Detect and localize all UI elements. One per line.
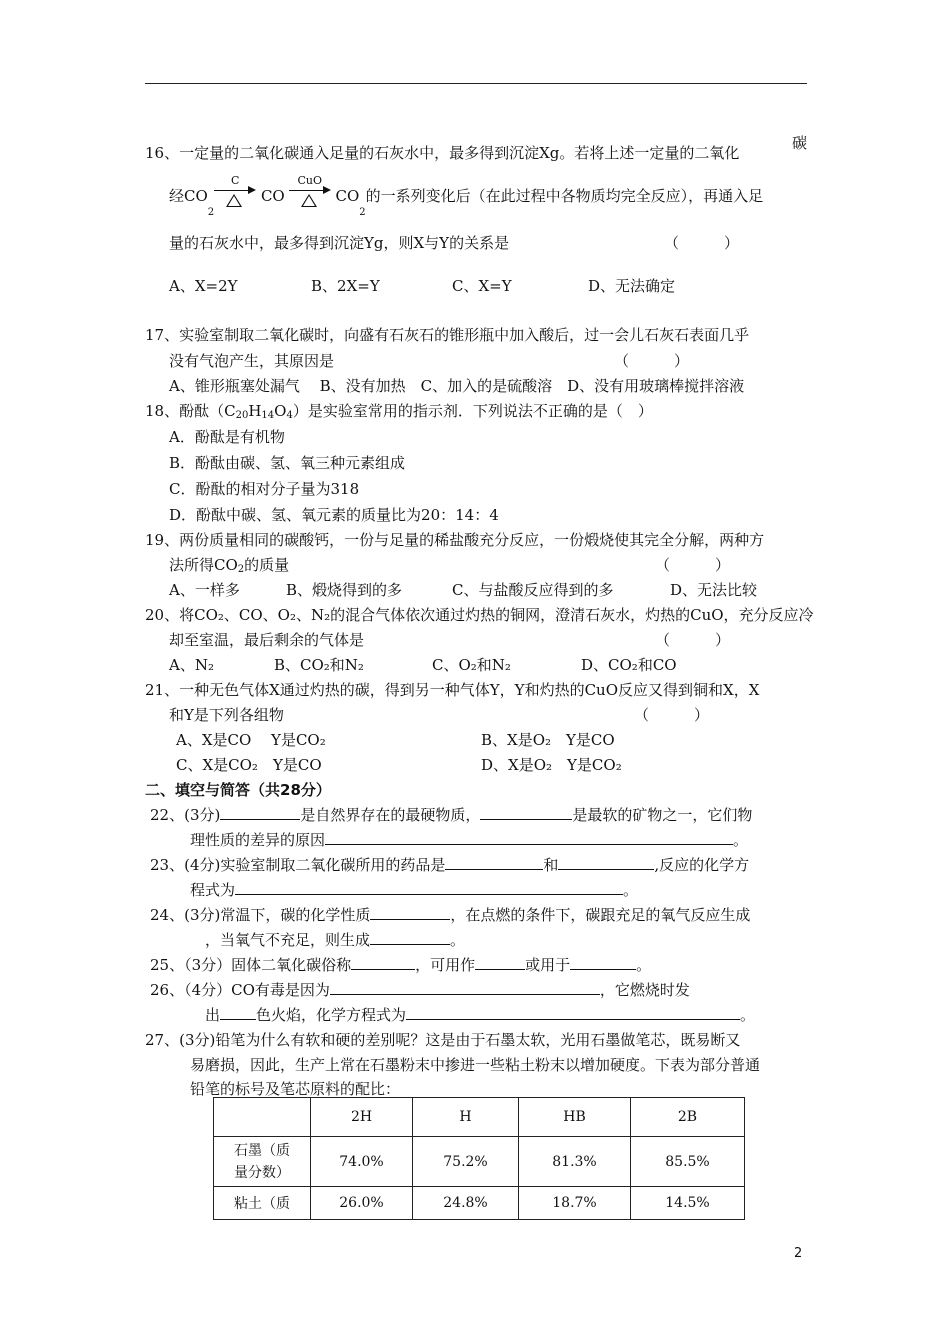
blank[interactable] (475, 955, 525, 970)
q26-line2: 出 色火焰，化学方程式为 。 (205, 1006, 756, 1024)
q23-line1: 23、(4分)实验室制取二氧化碳所用的药品是 和 ,反应的化学方 (150, 856, 750, 874)
q16-line1-end: 碳 (792, 134, 808, 152)
q17-line2: 没有气泡产生，其原因是 (169, 352, 335, 370)
q19-paren: （ ） (655, 556, 731, 574)
table-cell: 85.5% (631, 1137, 745, 1187)
q18-option-d: D．酚酞中碳、氢、氧元素的质量比为20：14：4 (169, 506, 499, 524)
blank[interactable] (570, 955, 636, 970)
q24-line1: 24、(3分)常温下，碳的化学性质 ，在点燃的条件下，碳跟充足的氧气反应生成 (150, 906, 751, 924)
table-cell: 75.2% (413, 1137, 519, 1187)
q23-line2: 程式为 。 (190, 881, 639, 899)
table-row-label: 粘土（质 (214, 1187, 311, 1220)
table-header-cell: H (413, 1098, 519, 1137)
q18-line1: 18、酚酞$(C_{20}H_{14}O_4)$是实验室常用的指示剂．下列说法不正确的是（ ） (145, 402, 653, 421)
blank[interactable] (480, 805, 572, 820)
blank[interactable] (325, 830, 733, 845)
q17-paren: （ ） (614, 352, 690, 370)
q24-line2: ，当氧气不充足，则生成 。 (205, 931, 466, 949)
q16-line1: 16、一定量的二氧化碳通入足量的石灰水中，最多得到沉淀Xg。若将上述一定量的二氧化 (145, 144, 740, 162)
table-header-cell: 2H (311, 1098, 413, 1137)
page-number: 2 (794, 1246, 803, 1261)
table-cell: 74.0% (311, 1137, 413, 1187)
blank[interactable] (330, 980, 600, 995)
q20-paren: （ ） (655, 631, 731, 649)
table-header-cell: HB (519, 1098, 631, 1137)
q16-line2: 经$CO_2$ C CO CuO $CO_2$的一系列变化后（在此过程中各物质均完全反应），再通入足 (169, 174, 764, 218)
q21-option-b: B、X是O₂ Y是CO (481, 731, 615, 749)
blank[interactable] (445, 855, 543, 870)
q19-line2: 法所得$CO_2$的质量 (169, 556, 290, 575)
arrow-c-heat: C (214, 185, 256, 207)
arrow-cuo-heat: CuO (289, 185, 331, 207)
q21-paren: （ ） (634, 706, 710, 724)
q22-line2: 理性质的差异的原因 。 (190, 831, 749, 849)
q19-option-a: A、一样多 (169, 581, 240, 599)
q26-line1: 26、（4分）CO有毒是因为 ，它燃烧时发 (150, 981, 690, 999)
q20-option-a: A、N₂ (169, 656, 214, 674)
table-cell: 81.3% (519, 1137, 631, 1187)
blank[interactable] (370, 905, 450, 920)
table-row-label: 石墨（质 量分数） (214, 1137, 311, 1187)
q27-line1: 27、(3分)铅笔为什么有软和硬的差别呢？这是由于石墨太软，光用石墨做笔芯，既易断又 (145, 1031, 741, 1049)
q20-line2: 却至室温，最后剩余的气体是 (169, 631, 365, 649)
q16-option-a: A、X=2Y (169, 277, 238, 295)
q16-line3: 量的石灰水中，最多得到沉淀Yg，则X与Y的关系是 (169, 234, 510, 252)
table-header-cell (214, 1098, 311, 1137)
blank[interactable] (220, 805, 300, 820)
q16-option-b: B、2X=Y (311, 277, 380, 295)
q16-option-d: D、无法确定 (588, 277, 676, 295)
pencil-ratio-table (213, 1097, 745, 1220)
q21-line2: 和Y是下列各组物 (169, 706, 284, 724)
q20-option-b: B、CO₂和N₂ (274, 656, 364, 674)
q20-line1: 20、将CO₂、CO、O₂、N₂的混合气体依次通过灼热的铜网，澄清石灰水，灼热的CuO，充分反应冷 (145, 606, 814, 624)
header-rule (145, 83, 807, 84)
q17-options: A、锥形瓶塞处漏气 B、没有加热 C、加入的是硫酸溶 D、没有用玻璃棒搅拌溶液 (169, 377, 745, 395)
table-cell: 18.7% (519, 1187, 631, 1220)
blank[interactable] (351, 955, 415, 970)
q21-option-d: D、X是O₂ Y是CO₂ (481, 756, 622, 774)
q19-option-c: C、与盐酸反应得到的多 (452, 581, 614, 599)
q19-option-b: B、煅烧得到的多 (286, 581, 403, 599)
table-row (214, 1137, 745, 1187)
q27-line2: 易磨损，因此，生产上常在石墨粉末中掺进一些粘土粉末以增加硬度。下表为部分普通 (190, 1056, 761, 1074)
q21-line1: 21、一种无色气体X通过灼热的碳，得到另一种气体Y，Y和灼热的CuO反应又得到铜和X，X (145, 681, 760, 699)
q16-paren: （ ） (664, 234, 740, 252)
q22-line1: 22、(3分) 是自然界存在的最硬物质， 是最软的矿物之一，它们物 (150, 806, 753, 824)
table-cell: 24.8% (413, 1187, 519, 1220)
table-header-cell: 2B (631, 1098, 745, 1137)
q16-option-c: C、X=Y (452, 277, 512, 295)
q21-option-a: A、X是CO Y是CO₂ (176, 731, 326, 749)
q19-option-d: D、无法比较 (670, 581, 758, 599)
table-cell: 26.0% (311, 1187, 413, 1220)
q25-line1: 25、（3分）固体二氧化碳俗称 ，可用作 或用于 。 (150, 956, 652, 974)
q18-option-b: B．酚酞由碳、氢、氧三种元素组成 (169, 454, 406, 472)
table-cell: 14.5% (631, 1187, 745, 1220)
q18-option-c: C．酚酞的相对分子量为318 (169, 480, 360, 498)
table-header-row (214, 1098, 745, 1137)
q17-line1: 17、实验室制取二氧化碳时，向盛有石灰石的锥形瓶中加入酸后，过一会儿石灰石表面几乎 (145, 326, 750, 344)
q20-option-d: D、CO₂和CO (581, 656, 677, 674)
q21-option-c: C、X是CO₂ Y是CO (176, 756, 322, 774)
blank[interactable] (235, 880, 623, 895)
blank[interactable] (370, 930, 450, 945)
table-row (214, 1187, 745, 1220)
q20-option-c: C、O₂和N₂ (432, 656, 511, 674)
blank[interactable] (558, 855, 654, 870)
section-heading: 二、填空与简答（共28分） (145, 781, 331, 799)
q27-line3: 铅笔的标号及笔芯原料的配比： (190, 1080, 401, 1098)
blank[interactable] (406, 1005, 740, 1020)
q18-option-a: A．酚酞是有机物 (169, 428, 285, 446)
blank[interactable] (220, 1005, 256, 1020)
q19-line1: 19、两份质量相同的碳酸钙，一份与足量的稀盐酸充分反应，一份煅烧使其完全分解，两种方 (145, 531, 765, 549)
